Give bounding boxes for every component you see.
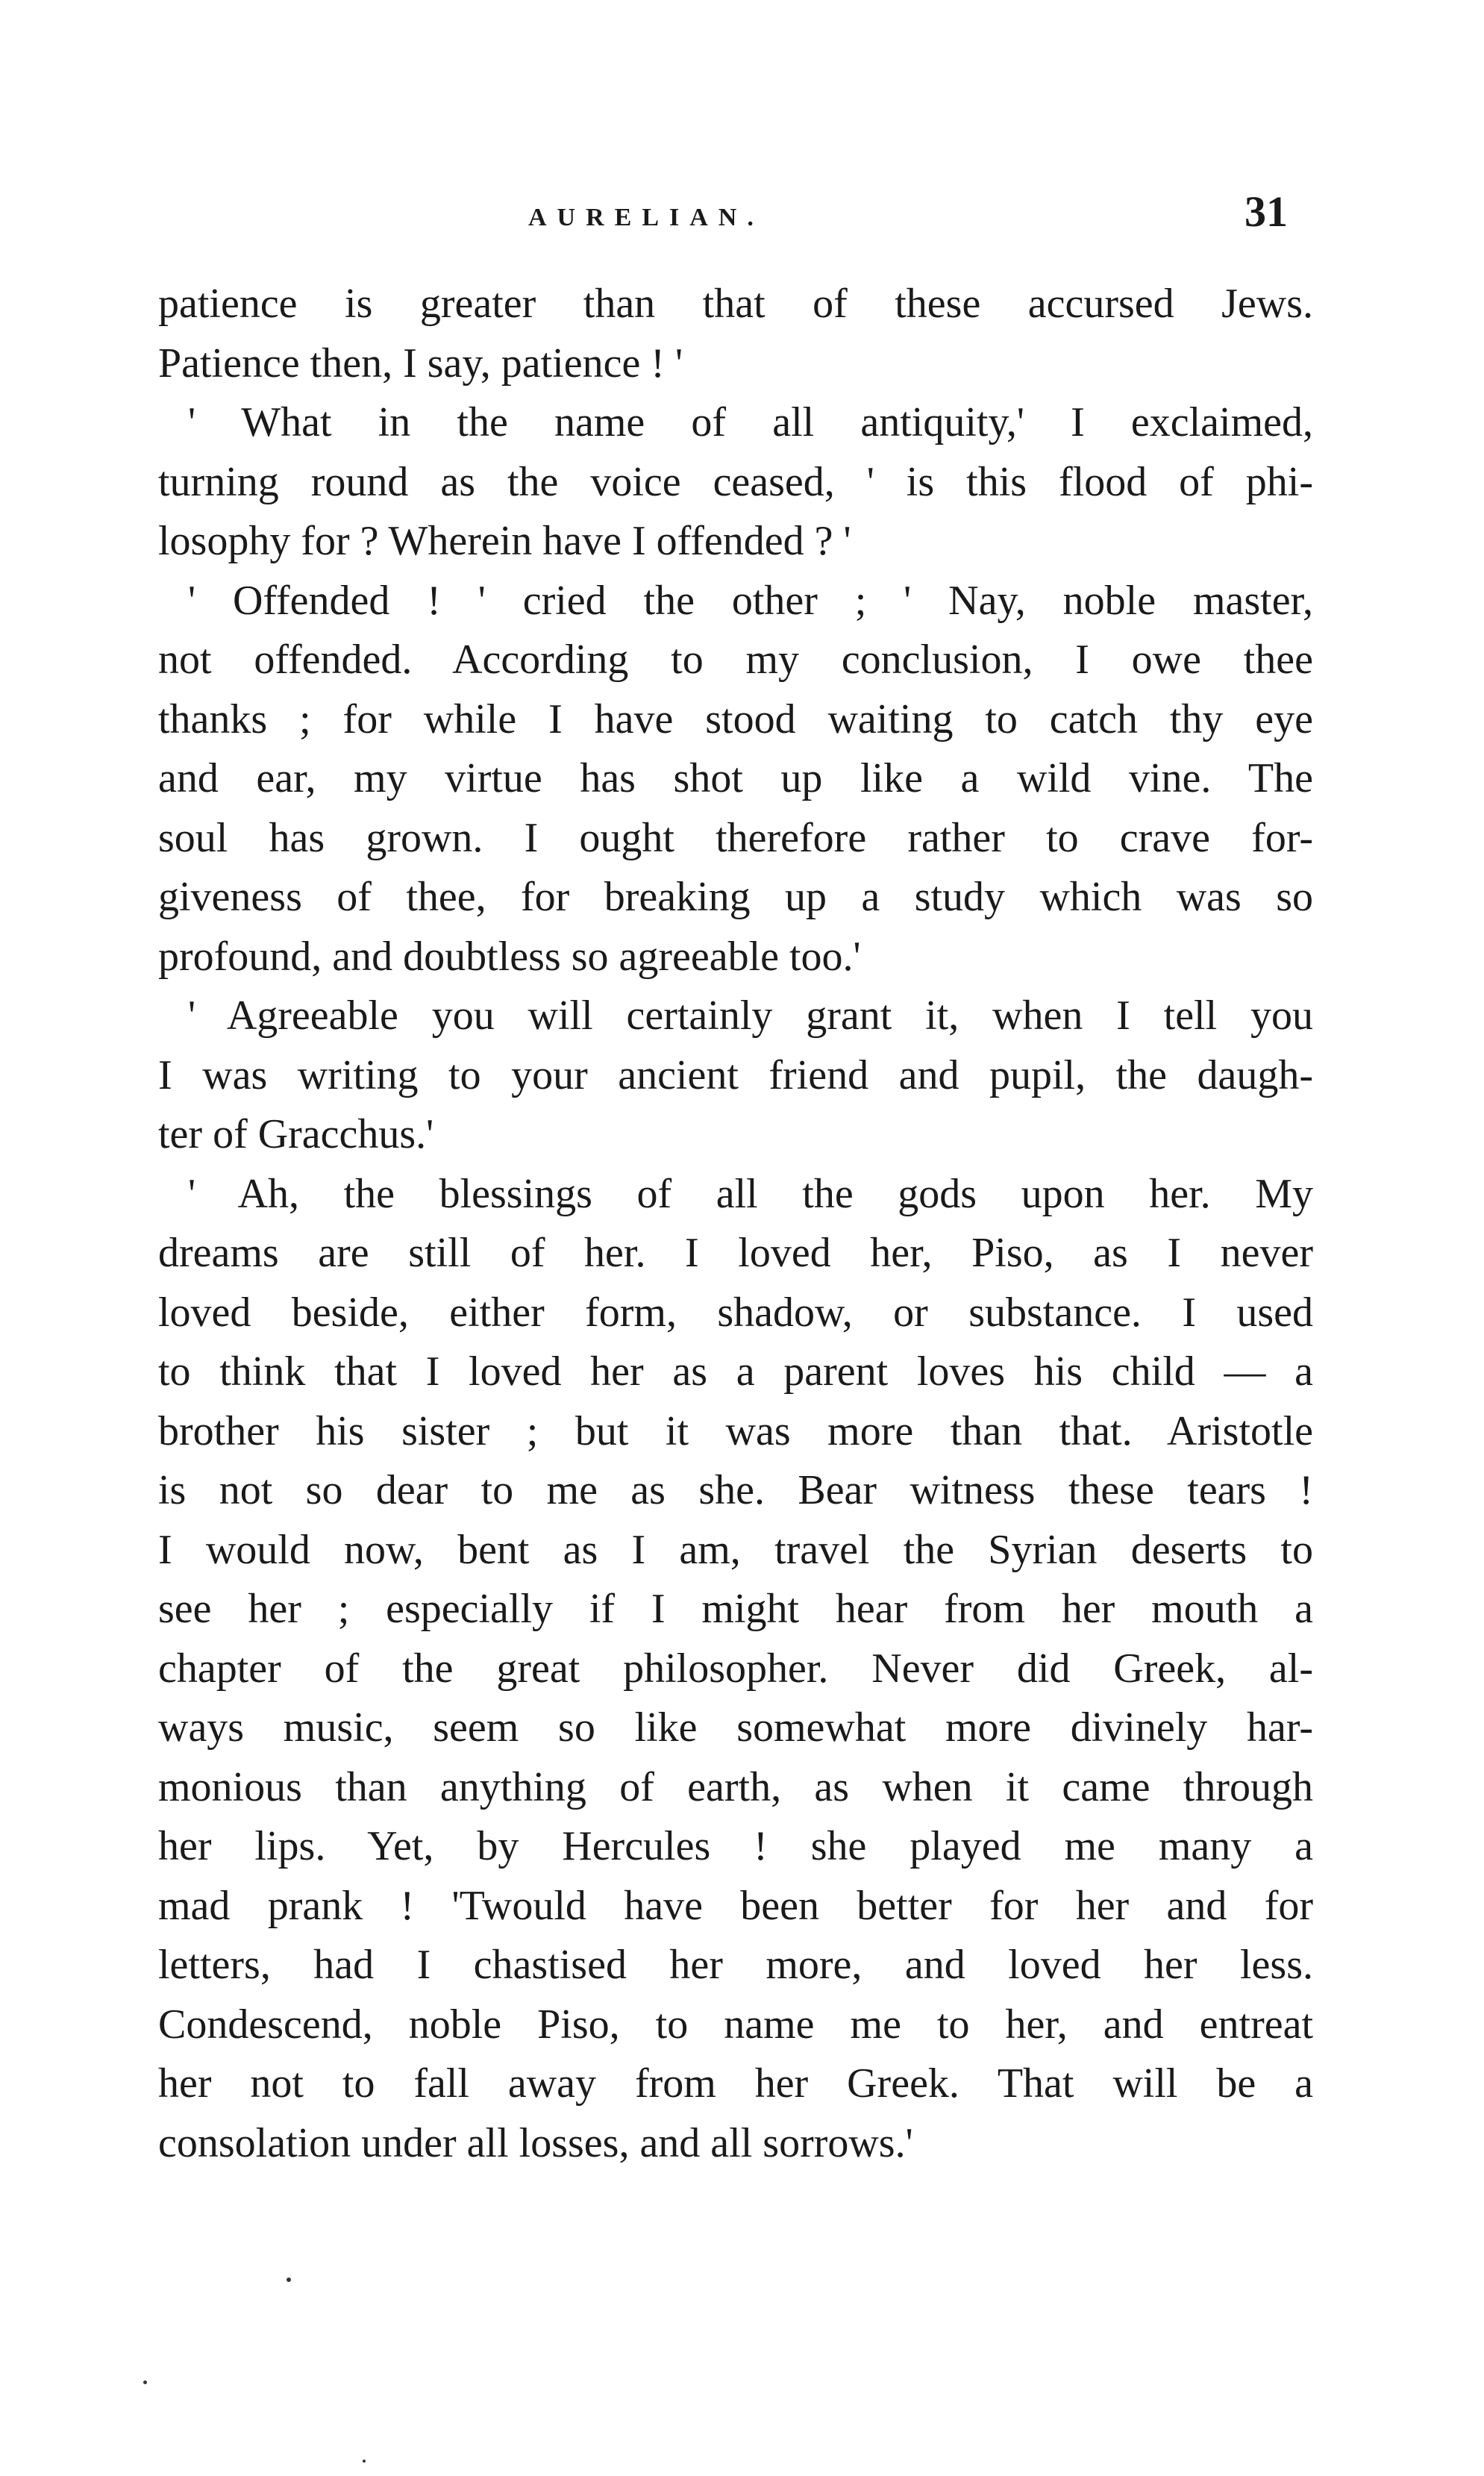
running-head (0, 187, 1484, 240)
text-line: giveness of thee, for breaking up a study which was so (158, 874, 1313, 920)
text-line: ' Agreeable you will certainly grant it, when I tell you (188, 992, 1313, 1039)
paper-speck (143, 2380, 147, 2384)
text-line: letters, had I chastised her more, and loved her less. (158, 1942, 1313, 1988)
text-line: turning round as the voice ceased, ' is this flood of phi- (158, 458, 1313, 505)
text-line: dreams are still of her. I loved her, Piso, as I never (158, 1230, 1313, 1276)
paper-speck (287, 2278, 291, 2282)
text-line: loved beside, either form, shadow, or substance. I used (158, 1289, 1313, 1336)
text-line: Condescend, noble Piso, to name me to her, and entreat (158, 2001, 1313, 2048)
text-line: is not so dear to me as she. Bear witness these tears ! (158, 1467, 1313, 1513)
text-line: her not to fall away from her Greek. That will be a (158, 2060, 1313, 2107)
text-line: see her ; especially if I might hear from her mouth a (158, 1586, 1313, 1632)
text-line: losophy for ? Wherein have I offended ? ' (158, 518, 851, 564)
body-text (158, 275, 1313, 2173)
text-line: chapter of the great philosopher. Never did Greek, al- (158, 1645, 1313, 1692)
text-line: and ear, my virtue has shot up like a wild vine. The (158, 755, 1313, 801)
text-line: consolation under all losses, and all sorrows.' (158, 2119, 913, 2166)
text-line: patience is greater than that of these accursed Jews. (158, 281, 1313, 327)
text-line: ' What in the name of all antiquity,' I exclaimed, (188, 399, 1313, 446)
text-line: Patience then, I say, patience ! ' (158, 340, 683, 387)
text-line: monious than anything of earth, as when it came through (158, 1763, 1313, 1810)
text-line: ways music, seem so like somewhat more divinely har- (158, 1704, 1313, 1751)
text-line: her lips. Yet, by Hercules ! she played me many a (158, 1823, 1313, 1869)
text-line: ter of Gracchus.' (158, 1111, 434, 1157)
page-number: 31 (1245, 187, 1288, 236)
text-line: I would now, bent as I am, travel the Syrian deserts to (158, 1526, 1313, 1573)
text-line: thanks ; for while I have stood waiting to catch thy eye (158, 695, 1313, 743)
running-title: AURELIAN. (528, 204, 764, 231)
text-line: ' Ah, the blessings of all the gods upon her. My (188, 1170, 1313, 1217)
text-line: ' Offended ! ' cried the other ; ' Nay, noble master, (188, 577, 1313, 624)
text-line: profound, and doubtless so agreeable too.' (158, 933, 861, 980)
text-line: soul has grown. I ought therefore rather to crave for- (158, 814, 1313, 861)
text-line: mad prank ! 'Twould have been better for her and for (158, 1882, 1313, 1929)
paper-speck (363, 2460, 366, 2463)
text-line: to think that I loved her as a parent loves his child — a (158, 1348, 1313, 1395)
text-line: brother his sister ; but it was more than that. Aristotle (158, 1407, 1313, 1454)
text-line: not offended. According to my conclusion, I owe thee (158, 637, 1313, 683)
text-line: I was writing to your ancient friend and pupil, the daugh- (158, 1051, 1313, 1098)
